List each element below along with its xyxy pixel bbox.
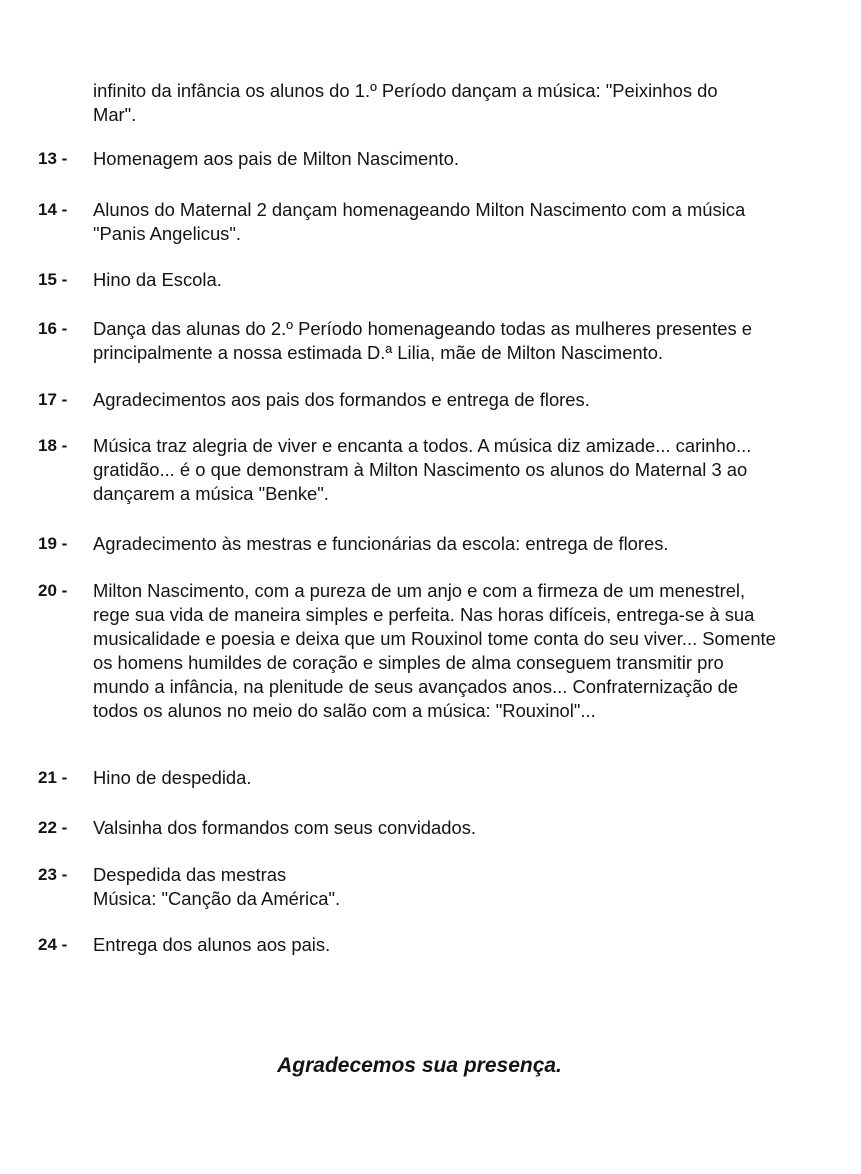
item-text	[93, 198, 813, 246]
item-number: 21 -	[38, 768, 68, 787]
item-line: Agradecimento às mestras e funcionárias da escola: entrega de flores.	[93, 533, 669, 554]
item-line: Dança das alunas do 2.º Período homenageando todas as mulheres presentes e	[93, 318, 753, 339]
item-line: dançarem a música "Benke".	[93, 483, 329, 504]
item-text	[93, 816, 813, 840]
item-line: principalmente a nossa estimada D.ª Lilia, mãe de Milton Nascimento.	[93, 342, 664, 363]
item-line: Alunos do Maternal 2 dançam homenageando Milton Nascimento com a música	[93, 199, 746, 220]
item-line: rege sua vida de maneira simples e perfeita. Nas horas difíceis, entrega-se à sua	[93, 604, 755, 625]
item-line: Homenagem aos pais de Milton Nascimento.	[93, 148, 459, 169]
intro-paragraph	[93, 79, 813, 127]
item-line: gratidão... é o que demonstram à Milton Nascimento os alunos do Maternal 3 ao	[93, 459, 748, 480]
item-text	[93, 766, 813, 790]
item-text	[93, 388, 813, 412]
item-line: Música: "Canção da América".	[93, 888, 341, 909]
item-text	[93, 268, 813, 292]
intro-line: Mar".	[93, 104, 137, 125]
item-line: Despedida das mestras	[93, 864, 287, 885]
item-number: 20 -	[38, 581, 68, 600]
closing-message	[0, 1052, 861, 1080]
item-number: 13 -	[38, 149, 68, 168]
item-text	[93, 317, 813, 365]
item-line: Milton Nascimento, com a pureza de um anjo e com a firmeza de um menestrel,	[93, 580, 746, 601]
item-line: "Panis Angelicus".	[93, 223, 242, 244]
item-line: Hino de despedida.	[93, 767, 252, 788]
item-text	[93, 933, 813, 957]
item-number: 15 -	[38, 270, 68, 289]
item-line: os homens humildes de coração e simples de alma conseguem transmitir pro	[93, 652, 724, 673]
item-line: Agradecimentos aos pais dos formandos e entrega de flores.	[93, 389, 590, 410]
item-number: 18 -	[38, 436, 68, 455]
item-number: 17 -	[38, 390, 68, 409]
item-line: todos os alunos no meio do salão com a música: "Rouxinol"...	[93, 700, 596, 721]
item-number: 16 -	[38, 319, 68, 338]
item-line: mundo a infância, na plenitude de seus avançados anos... Confraternização de	[93, 676, 739, 697]
item-line: Música traz alegria de viver e encanta a todos. A música diz amizade... carinho...	[93, 435, 752, 456]
item-number: 23 -	[38, 865, 68, 884]
item-text	[93, 147, 813, 171]
intro-line: infinito da infância os alunos do 1.º Período dançam a música: "Peixinhos do	[93, 80, 718, 101]
item-line: Entrega dos alunos aos pais.	[93, 934, 331, 955]
item-text	[93, 532, 813, 556]
closing-text: Agradecemos sua presença.	[277, 1054, 562, 1077]
item-text	[93, 579, 813, 723]
item-line: Hino da Escola.	[93, 269, 222, 290]
item-number: 22 -	[38, 818, 68, 837]
item-text	[93, 434, 813, 506]
item-number: 24 -	[38, 935, 68, 954]
item-line: musicalidade e poesia e deixa que um Rouxinol tome conta do seu viver... Somente	[93, 628, 776, 649]
item-number: 19 -	[38, 534, 68, 553]
item-line: Valsinha dos formandos com seus convidados.	[93, 817, 477, 838]
item-text	[93, 863, 813, 911]
item-number: 14 -	[38, 200, 68, 219]
